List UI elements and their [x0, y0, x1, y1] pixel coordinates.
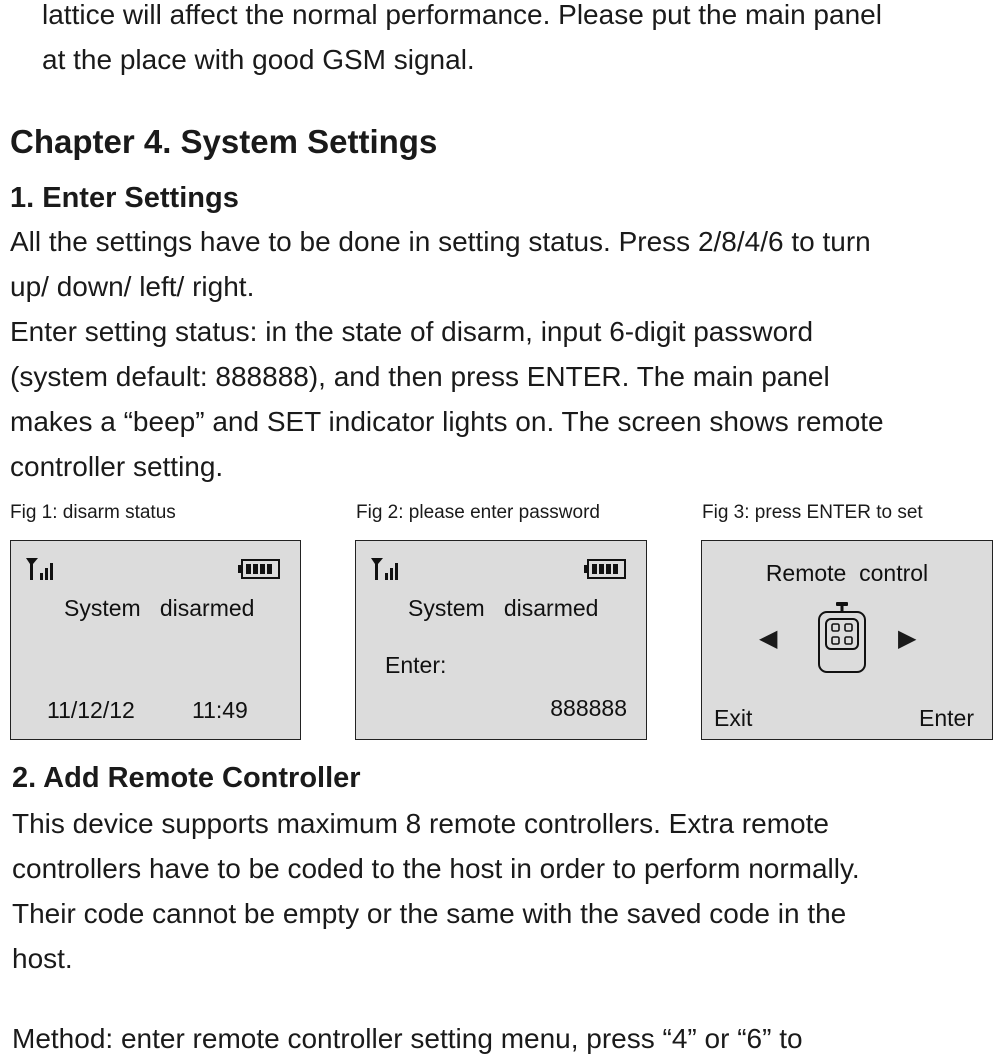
paragraph-line-cutoff: Method: enter remote controller setting menu, press “4” or “6” to — [12, 1023, 803, 1054]
remote-controller-icon — [816, 602, 868, 674]
paragraph-line: up/ down/ left/ right. — [10, 271, 255, 302]
intro-line: at the place with good GSM signal. — [42, 44, 475, 75]
password-prompt: Enter: — [385, 652, 447, 678]
lcd-screen-remote-control — [701, 540, 993, 740]
paragraph-line: controllers have to be coded to the host in order to perform normally. — [12, 853, 860, 884]
enter-soft-key: Enter — [919, 705, 974, 731]
password-entry: 888888 — [550, 695, 627, 721]
signal-strength-icon — [370, 557, 404, 581]
paragraph-line: This device supports maximum 8 remote controllers. Extra remote — [12, 808, 829, 839]
signal-strength-icon — [25, 557, 59, 581]
menu-title: Remote control — [765, 560, 929, 586]
section-title: 2. Add Remote Controller — [12, 762, 361, 794]
exit-soft-key: Exit — [714, 705, 753, 731]
chapter-title: Chapter 4. System Settings — [10, 123, 438, 160]
section-title: 1. Enter Settings — [10, 182, 239, 214]
status-text: System disarmed — [408, 595, 599, 621]
paragraph-line: Enter setting status: in the state of disarm, input 6-digit password — [10, 316, 814, 347]
lcd-screen-disarm — [10, 540, 301, 740]
paragraph-line: (system default: 888888), and then press ENTER. The main panel — [10, 361, 830, 392]
paragraph-line: makes a “beep” and SET indicator lights on. The screen shows remote — [10, 406, 884, 437]
figure-caption: Fig 1: disarm status — [10, 502, 176, 523]
figure-caption: Fig 3: press ENTER to set — [702, 502, 923, 523]
battery-icon — [238, 559, 280, 579]
battery-icon — [584, 559, 626, 579]
paragraph-line: host. — [12, 943, 73, 974]
figure-caption: Fig 2: please enter password — [356, 502, 600, 523]
intro-line: lattice will affect the normal performance. Please put the main panel — [42, 0, 882, 30]
lcd-screen-password — [355, 540, 647, 740]
date-readout: 11/12/12 — [47, 697, 135, 723]
status-text: System disarmed — [64, 595, 255, 621]
right-arrow-icon: ▶ — [898, 625, 917, 652]
paragraph-line: All the settings have to be done in setting status. Press 2/8/4/6 to turn — [10, 226, 871, 257]
time-readout: 11:49 — [192, 697, 248, 723]
paragraph-line: controller setting. — [10, 451, 224, 482]
paragraph-line: Their code cannot be empty or the same with the saved code in the — [12, 898, 847, 929]
left-arrow-icon: ◀ — [759, 625, 778, 652]
